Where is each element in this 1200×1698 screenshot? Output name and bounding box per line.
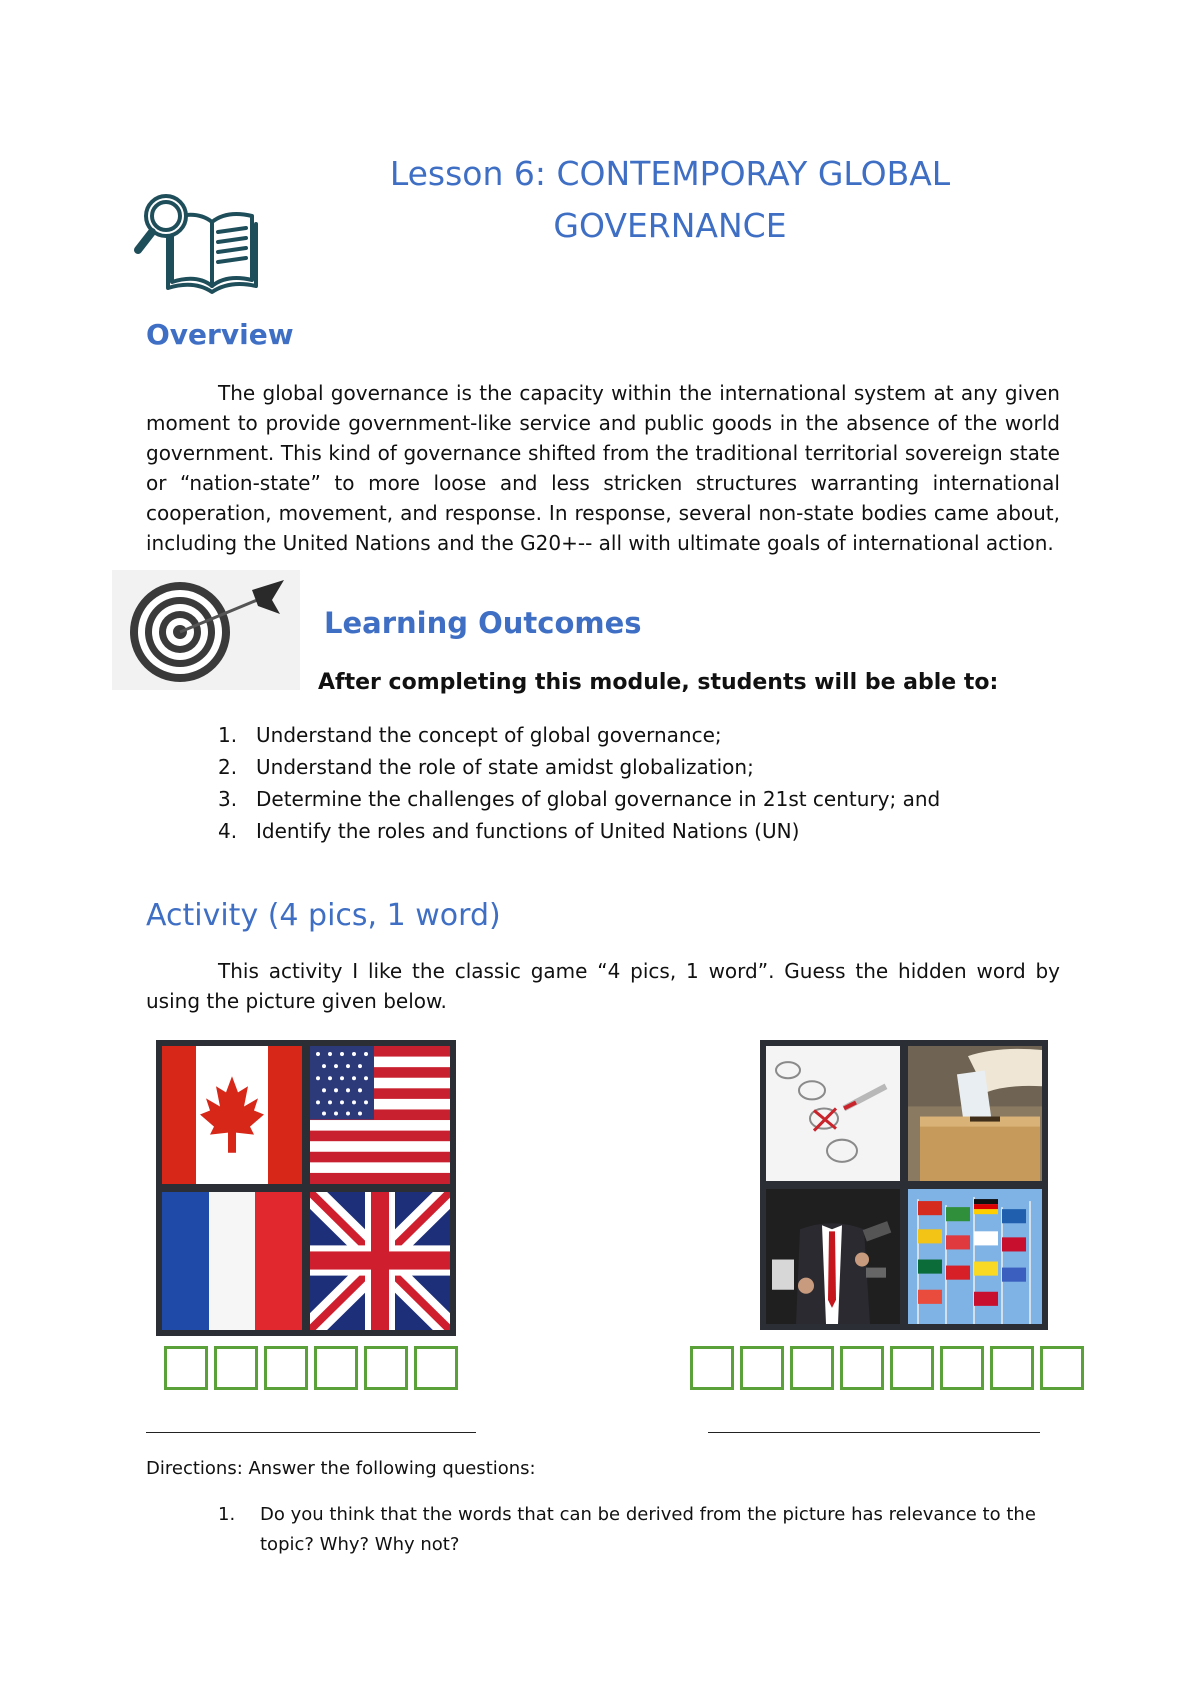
- puzzle-2-pictures: [760, 1040, 1048, 1330]
- answer-line-1[interactable]: [146, 1432, 476, 1433]
- letter-box[interactable]: [740, 1346, 784, 1390]
- puzzle-1-pictures: [156, 1040, 456, 1336]
- title-line-2: GOVERNANCE: [553, 206, 787, 245]
- list-item: 4. Identify the roles and functions of United Nations (UN): [218, 819, 800, 843]
- ballot-checkmark-picture: [766, 1046, 900, 1181]
- overview-paragraph: The global governance is the capacity within the international system at any given moment to provide government-like service and public goods in the absence of the world government. This kind of governance shifted from the traditional territorial sovereign state or “nation-state” to more loose and less stricken structures warranting international cooperation, movement, and response. In response, several non-state bodies came about, including the United Nations and the G20+-- all with ultimate goals of international action.: [146, 381, 1060, 555]
- list-item: 2. Understand the role of state amidst globalization;: [218, 755, 754, 779]
- letter-box[interactable]: [164, 1346, 208, 1390]
- letter-box[interactable]: [990, 1346, 1034, 1390]
- letter-box[interactable]: [940, 1346, 984, 1390]
- list-item: 3. Determine the challenges of global governance in 21st century; and: [218, 787, 941, 811]
- answer-boxes-1: [164, 1346, 458, 1390]
- page-title: [330, 148, 1010, 252]
- letter-box[interactable]: [690, 1346, 734, 1390]
- list-item: 1. Understand the concept of global governance;: [218, 723, 722, 747]
- letter-box[interactable]: [264, 1346, 308, 1390]
- usa-flag-picture: [310, 1046, 450, 1184]
- question-text: Do you think that the words that can be derived from the picture has relevance to the topic? Why? Why not?: [260, 1504, 1036, 1555]
- learning-outcomes-heading: Learning Outcomes: [324, 606, 642, 640]
- letter-box[interactable]: [840, 1346, 884, 1390]
- letter-box[interactable]: [414, 1346, 458, 1390]
- uk-flag-picture: [310, 1192, 450, 1330]
- answer-boxes-2: [690, 1346, 1084, 1390]
- outcomes-list: [218, 719, 940, 847]
- press-interview-picture: [766, 1189, 900, 1324]
- magnifier-book-icon: [132, 188, 262, 310]
- target-dart-icon: [112, 570, 300, 690]
- title-line-1: Lesson 6: CONTEMPORAY GLOBAL: [389, 154, 951, 193]
- letter-box[interactable]: [214, 1346, 258, 1390]
- overview-heading: Overview: [146, 318, 294, 351]
- canada-flag-picture: [162, 1046, 302, 1184]
- letter-box[interactable]: [1040, 1346, 1084, 1390]
- letter-box[interactable]: [364, 1346, 408, 1390]
- activity-paragraph: This activity I like the classic game “4 pics, 1 word”. Guess the hidden word by using the picture given below.: [146, 959, 1060, 1013]
- letter-box[interactable]: [790, 1346, 834, 1390]
- directions-label: Directions: Answer the following questions:: [146, 1458, 536, 1479]
- france-flag-picture: [162, 1192, 302, 1330]
- question-number: 1.: [218, 1504, 236, 1525]
- question-1: [218, 1500, 1048, 1560]
- letter-box[interactable]: [314, 1346, 358, 1390]
- world-flags-picture: [908, 1189, 1042, 1324]
- activity-heading: Activity (4 pics, 1 word): [146, 898, 501, 933]
- letter-box[interactable]: [890, 1346, 934, 1390]
- answer-line-2[interactable]: [708, 1432, 1040, 1433]
- outcomes-intro: After completing this module, students will be able to:: [318, 670, 999, 695]
- ballot-box-vote-picture: [908, 1046, 1042, 1181]
